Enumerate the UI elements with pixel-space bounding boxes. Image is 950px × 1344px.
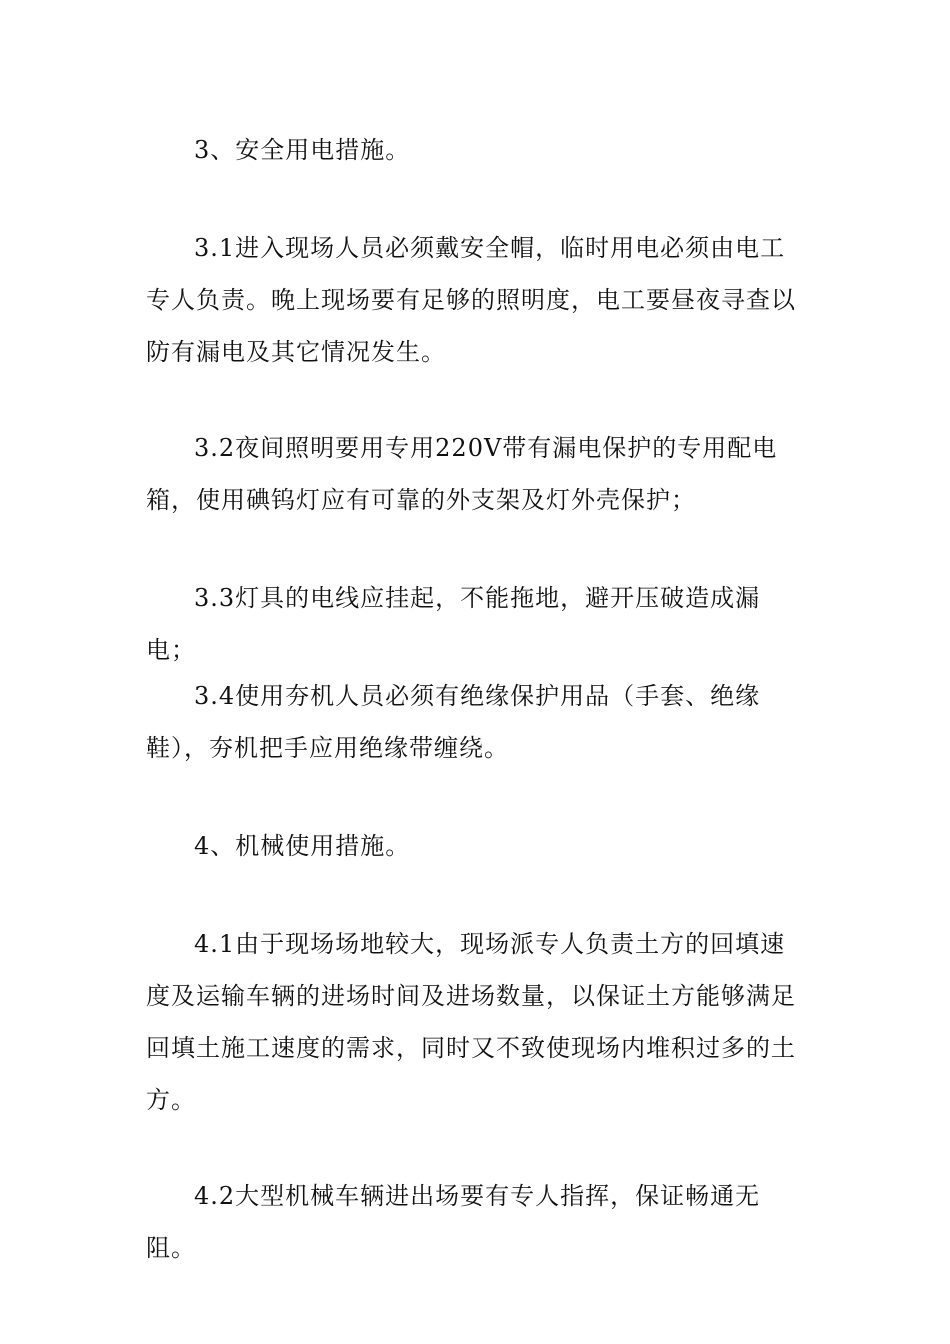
paragraph-3-3: 3.3灯具的电线应挂起，不能拖地，避开压破造成漏电； <box>146 584 761 664</box>
section-heading-4: 4、机械使用措施。 <box>194 832 411 860</box>
paragraph-3-4: 3.4使用夯机人员必须有绝缘保护用品（手套、绝缘鞋），夯机把手应用绝缘带缠绕。 <box>146 682 761 762</box>
paragraph-3-1: 3.1进入现场人员必须戴安全帽，临时用电必须由电工专人负责。晚上现场要有足够的照明度，电工要昼夜寻查以防有漏电及其它情况发生。 <box>146 234 796 366</box>
section-heading-3: 3、安全用电措施。 <box>194 136 411 164</box>
paragraph-4-2: 4.2大型机械车辆进出场要有专人指挥，保证畅通无阻。 <box>146 1182 761 1262</box>
paragraph-3-2: 3.2夜间照明要用专用220V带有漏电保护的专用配电箱，使用碘钨灯应有可靠的外支架及灯外壳保护； <box>146 434 778 514</box>
paragraph-4-1: 4.1由于现场场地较大，现场派专人负责土方的回填速度及运输车辆的进场时间及进场数量，以保证土方能够满足回填土施工速度的需求，同时又不致使现场内堆积过多的土方。 <box>146 930 796 1114</box>
